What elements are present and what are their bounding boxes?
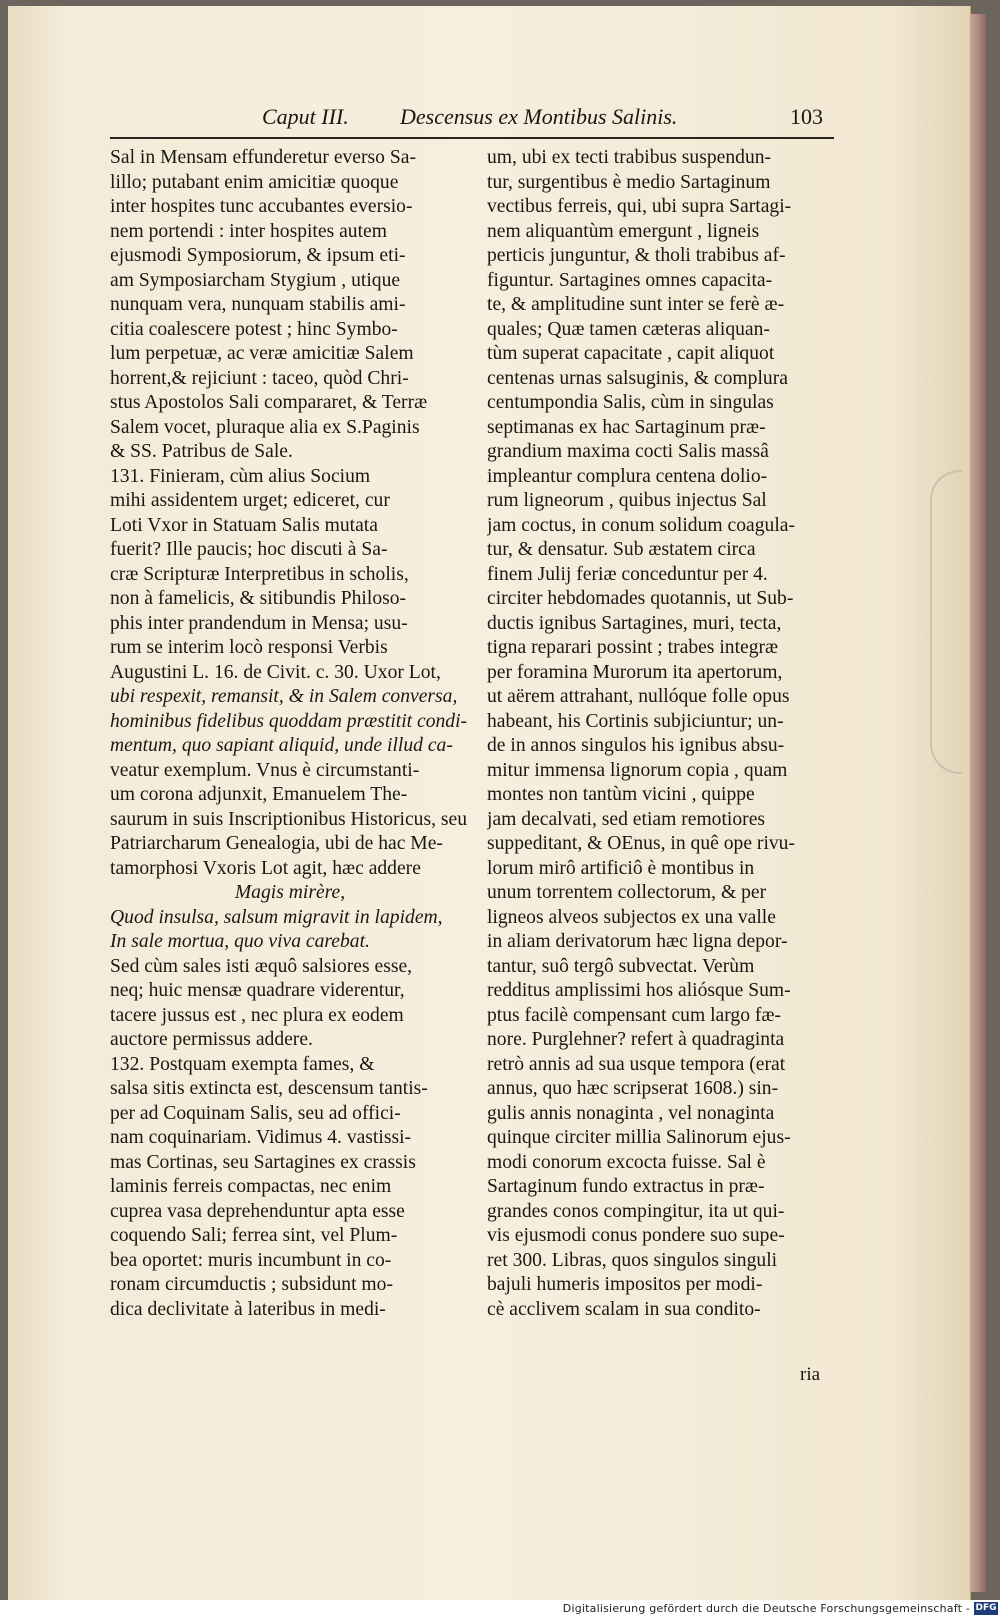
text-line: cuprea vasa deprehenduntur apta esse xyxy=(110,1200,405,1222)
text-line: 132. Postquam exempta fames, & xyxy=(110,1053,375,1075)
text-line: um, ubi ex tecti trabibus suspendun- xyxy=(487,147,772,168)
text-line: veatur exemplum. Vnus è circumstanti- xyxy=(110,759,420,781)
text-line: ronam circumductis ; subsidunt mo- xyxy=(110,1274,393,1295)
text-line: Patriarcharum Genealogia, ubi de hac Me- xyxy=(110,833,443,854)
text-line: ejusmodi Symposiorum, & ipsum eti- xyxy=(110,245,406,266)
text-line: ret 300. Libras, quos singulos singuli xyxy=(487,1249,778,1271)
text-line: centenas urnas salsuginis, & complura xyxy=(487,367,788,389)
text-line: mihi assidentem urget; ediceret, cur xyxy=(110,490,390,511)
chapter-title: Descensus ex Montibus Salinis. xyxy=(400,104,678,129)
text-line: Quod insulsa, salsum migravit in lapidem, xyxy=(110,906,443,928)
text-line: centumpondia Salis, cùm in singulas xyxy=(487,392,774,413)
text-line: tamorphosi Vxoris Lot agit, hæc addere xyxy=(110,857,421,879)
text-line: perticis junguntur, & tholi trabibus af- xyxy=(487,245,786,266)
text-line: retrò annis ad sua usque tempora (erat xyxy=(487,1053,786,1075)
text-line: coquendo Sali; ferrea sint, vel Plum- xyxy=(110,1225,398,1246)
text-line: Magis mirère, xyxy=(234,882,346,903)
text-line: saurum in suis Inscriptionibus Historicus, seu xyxy=(110,808,468,830)
text-line: vis ejusmodi conus pondere suo supe- xyxy=(487,1225,785,1246)
text-line: vectibus ferreis, qui, ubi supra Sartagi- xyxy=(487,196,792,217)
text-line: Sed cùm sales isti æquô salsiores esse, xyxy=(110,955,413,977)
text-line: bea oportet: muris incumbunt in co- xyxy=(110,1249,392,1271)
text-line: inter hospites tunc accubantes eversio- xyxy=(110,196,413,217)
text-line: te, & amplitudine sunt inter se ferè æ- xyxy=(487,294,785,315)
page-edge xyxy=(970,14,986,1592)
text-line: annus, quo hæc scripserat 1608.) sin- xyxy=(487,1078,779,1099)
text-line: hominibus fidelibus quoddam præstitit condi- xyxy=(110,710,468,732)
text-line: jam coctus, in conum solidum coagula- xyxy=(487,514,795,536)
text-line: phis inter prandendum in Mensa; usu- xyxy=(110,612,408,634)
chapter-label: Caput III. xyxy=(262,104,349,129)
text-line: auctore permissus addere. xyxy=(110,1029,313,1050)
text-line: de in annos singulos his ignibus absu- xyxy=(487,735,785,756)
text-line: jam decalvati, sed etiam remotiores xyxy=(487,808,766,830)
text-line: in aliam derivatorum hæc ligna depor- xyxy=(487,931,788,952)
text-line: salsa sitis extincta est, descensum tantis- xyxy=(110,1078,428,1099)
text-line: ligneos alveos subjectos ex una valle xyxy=(487,906,776,928)
text-line: nem portendi : inter hospites autem xyxy=(110,220,387,242)
text-line: ductis ignibus Sartagines, muri, tecta, xyxy=(487,612,782,634)
text-line: citia coalescere potest ; hinc Symbo- xyxy=(110,318,398,340)
text-line: horrent,& rejiciunt : taceo, quòd Chri- xyxy=(110,367,409,389)
left-text-column xyxy=(110,146,470,1322)
text-line: septimanas ex hac Sartaginum præ- xyxy=(487,416,766,438)
text-line: 131. Finieram, cùm alius Socium xyxy=(110,465,371,487)
text-line: Salem vocet, pluraque alia ex S.Paginis xyxy=(110,416,420,438)
text-line: per foramina Murorum ita apertorum, xyxy=(487,661,783,683)
text-line: lillo; putabant enim amicitiæ quoque xyxy=(110,171,399,193)
text-line: stus Apostolos Sali compararet, & Terræ xyxy=(110,392,428,413)
text-line: tacere jussus est , nec plura ex eodem xyxy=(110,1004,404,1026)
text-line: ut aërem attrahant, nullóque folle opus xyxy=(487,686,790,707)
text-line: unum torrentem collectorum, & per xyxy=(487,882,767,903)
text-line: cè acclivem scalam in sua condito- xyxy=(487,1298,761,1320)
running-header xyxy=(110,104,840,134)
text-line: fuerit? Ille paucis; hoc discuti à Sa- xyxy=(110,539,388,560)
text-line: nam coquinariam. Vidimus 4. vastissi- xyxy=(110,1127,412,1148)
text-line: mitur immensa lignorum copia , quam xyxy=(487,759,788,781)
text-line: nunquam vera, nunquam stabilis ami- xyxy=(110,294,406,315)
text-line: Augustini L. 16. de Civit. c. 30. Uxor Lot, xyxy=(110,661,441,683)
text-line: suppeditant, & OEnus, in quê ope rivu- xyxy=(487,833,796,854)
text-line: non à famelicis, & sitibundis Philoso- xyxy=(110,588,407,609)
text-line: mentum, quo sapiant aliquid, unde illud ca- xyxy=(110,735,453,756)
text-line: quales; Quæ tamen cæteras aliquan- xyxy=(487,318,770,340)
funding-notice: Digitalisierung gefördert durch die Deutsche Forschungsgemeinschaft - xyxy=(562,1602,970,1615)
text-line: tantur, suô tergô subvectat. Verùm xyxy=(487,955,755,977)
text-line: modi conorum excocta fuisse. Sal è xyxy=(487,1151,766,1173)
text-line: grandium maxima cocti Salis massâ xyxy=(487,441,769,462)
text-line: tigna reparari possint ; trabes integræ xyxy=(487,637,779,658)
text-line: circiter hebdomades quotannis, ut Sub- xyxy=(487,588,794,609)
text-line: finem Julij feriæ conceduntur per 4. xyxy=(487,563,768,585)
text-line: bajuli humeris impositos per modi- xyxy=(487,1274,763,1295)
text-line: am Symposiarcham Stygium , utique xyxy=(110,269,401,291)
text-line: grandes conos compingitur, ita ut qui- xyxy=(487,1200,785,1222)
catchword: ria xyxy=(800,1364,821,1385)
text-line: laminis ferreis compactas, nec enim xyxy=(110,1176,392,1197)
text-line: um corona adjunxit, Emanuelem The- xyxy=(110,784,408,805)
text-line: rum se interim locò responsi Verbis xyxy=(110,637,388,658)
text-line: Sartaginum fundo extractus in præ- xyxy=(487,1176,765,1197)
text-line: ubi respexit, remansit, & in Salem conversa, xyxy=(110,686,458,707)
text-line: nore. Purglehner? refert à quadraginta xyxy=(487,1029,785,1050)
text-line: gulis annis nonaginta , vel nonaginta xyxy=(487,1102,775,1124)
text-line: nem aliquantùm emergunt , ligneis xyxy=(487,220,760,242)
right-text-column xyxy=(487,146,847,1322)
text-line: tùm superat capacitate , capit aliquot xyxy=(487,343,775,364)
text-line: & SS. Patribus de Sale. xyxy=(110,441,293,462)
dfg-logo: DFG xyxy=(975,1603,997,1613)
text-line: mas Cortinas, seu Sartagines ex crassis xyxy=(110,1151,416,1173)
text-line: In sale mortua, quo viva carebat. xyxy=(110,931,370,952)
text-line: lorum mirô artificiô è montibus in xyxy=(487,857,755,879)
text-line: per ad Coquinam Salis, seu ad offici- xyxy=(110,1102,401,1124)
text-line: dica declivitate à lateribus in medi- xyxy=(110,1298,386,1320)
text-line: tur, surgentibus è medio Sartaginum xyxy=(487,171,771,193)
header-rule xyxy=(110,137,834,139)
text-line: figuntur. Sartagines omnes capacita- xyxy=(487,269,773,291)
text-line: rum ligneorum , quibus injectus Sal xyxy=(487,490,767,511)
text-line: redditus amplissimi hos aliósque Sum- xyxy=(487,980,791,1001)
text-line: montes non tantùm vicini , quippe xyxy=(487,784,755,805)
text-line: quinque circiter millia Salinorum ejus- xyxy=(487,1127,791,1148)
text-line: lum perpetuæ, ac veræ amicitiæ Salem xyxy=(110,343,414,364)
page-clip xyxy=(930,470,962,774)
text-line: ptus facilè compensant cum largo fæ- xyxy=(487,1004,782,1026)
text-line: impleantur complura centena dolio- xyxy=(487,465,768,487)
text-line: tur, & densatur. Sub æstatem circa xyxy=(487,539,756,560)
text-line: cræ Scripturæ Interpretibus in scholis, xyxy=(110,563,409,585)
text-line: Loti Vxor in Statuam Salis mutata xyxy=(110,514,378,536)
text-line: neq; huic mensæ quadrare viderentur, xyxy=(110,980,405,1001)
text-line: Sal in Mensam effunderetur everso Sa- xyxy=(110,147,416,168)
text-line: habeant, his Cortinis subjiciuntur; un- xyxy=(487,710,784,732)
page-number: 103 xyxy=(790,104,823,129)
